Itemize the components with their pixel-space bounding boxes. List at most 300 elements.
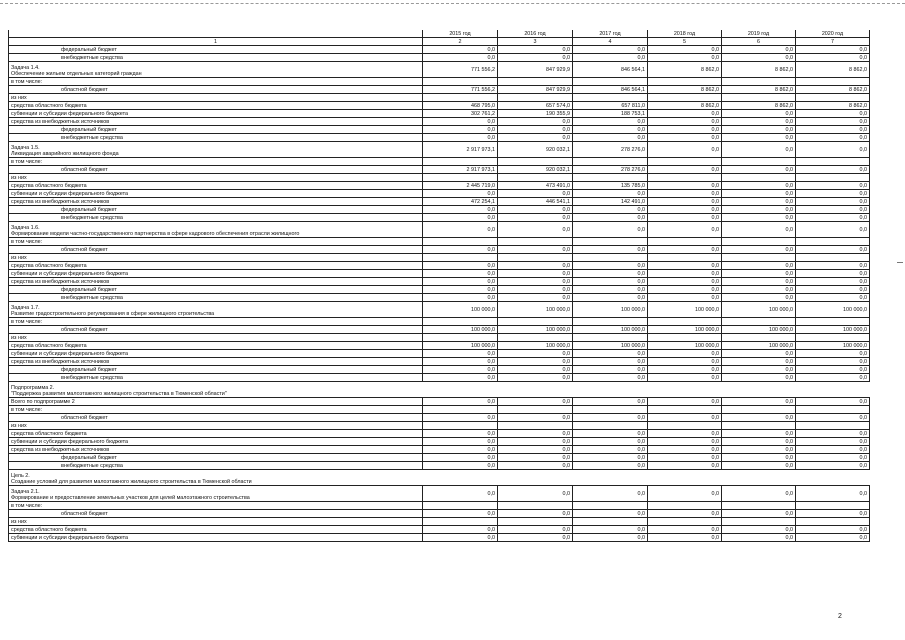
- row-label-text: внебюджетные средства: [61, 375, 123, 381]
- row-label: [9, 126, 423, 134]
- value-cell: 100 000,0: [498, 342, 573, 350]
- row-label-subtext: Развитие градостроительного регулирования в сфере жилищного строительства: [11, 311, 215, 317]
- value-cell: 0,0: [648, 214, 722, 222]
- value-cell: 8 862,0: [648, 86, 722, 94]
- value-cell: 100 000,0: [722, 342, 796, 350]
- value-cell: [498, 174, 573, 182]
- value-cell: 0,0: [648, 486, 722, 502]
- value-cell: 0,0: [498, 246, 573, 254]
- value-cell: 0,0: [722, 462, 796, 470]
- table-row: [9, 366, 870, 374]
- value-cell: [796, 318, 870, 326]
- value-cell: 0,0: [648, 46, 722, 54]
- value-cell: 0,0: [796, 278, 870, 286]
- value-cell: 0,0: [722, 166, 796, 174]
- value-cell: [722, 318, 796, 326]
- value-cell: 0,0: [722, 182, 796, 190]
- table-row: [9, 398, 870, 406]
- value-cell: 0,0: [573, 438, 648, 446]
- row-label-text: областной бюджет: [61, 87, 108, 93]
- row-label: [9, 470, 870, 486]
- value-cell: [573, 518, 648, 526]
- value-cell: 657 811,0: [573, 102, 648, 110]
- row-label: [9, 86, 423, 94]
- value-cell: 0,0: [796, 54, 870, 62]
- value-cell: 0,0: [648, 526, 722, 534]
- row-label-text: внебюджетные средства: [61, 463, 123, 469]
- value-cell: [722, 158, 796, 166]
- row-label-text: Задача 2.1.: [11, 489, 40, 495]
- row-label: [9, 534, 423, 542]
- value-cell: 100 000,0: [573, 326, 648, 334]
- value-cell: 920 032,1: [498, 166, 573, 174]
- value-cell: 100 000,0: [573, 342, 648, 350]
- row-label: [9, 278, 423, 286]
- value-cell: 0,0: [423, 486, 498, 502]
- value-cell: 0,0: [423, 126, 498, 134]
- value-cell: 2 445 719,0: [423, 182, 498, 190]
- value-cell: [648, 518, 722, 526]
- value-cell: 0,0: [648, 126, 722, 134]
- value-cell: 0,0: [722, 126, 796, 134]
- table-row: [9, 142, 870, 158]
- value-cell: 0,0: [573, 206, 648, 214]
- value-cell: 846 564,1: [573, 62, 648, 78]
- value-cell: 0,0: [648, 286, 722, 294]
- row-label: [9, 366, 423, 374]
- table-row: [9, 454, 870, 462]
- value-cell: 0,0: [796, 46, 870, 54]
- value-cell: 0,0: [648, 190, 722, 198]
- value-cell: [423, 318, 498, 326]
- value-cell: 0,0: [498, 534, 573, 542]
- header-years-row: [9, 30, 870, 38]
- table-row: [9, 262, 870, 270]
- value-cell: 0,0: [648, 246, 722, 254]
- value-cell: 0,0: [648, 430, 722, 438]
- value-cell: [722, 94, 796, 102]
- value-cell: 100 000,0: [423, 342, 498, 350]
- margin-mark: [897, 262, 903, 263]
- col-number: 1: [9, 38, 423, 46]
- value-cell: [648, 254, 722, 262]
- value-cell: 0,0: [648, 358, 722, 366]
- value-cell: 0,0: [498, 206, 573, 214]
- value-cell: 0,0: [796, 206, 870, 214]
- row-label: [9, 446, 423, 454]
- value-cell: [573, 238, 648, 246]
- table-row: [9, 326, 870, 334]
- value-cell: 0,0: [573, 126, 648, 134]
- value-cell: [498, 94, 573, 102]
- table-row: [9, 126, 870, 134]
- value-cell: [573, 422, 648, 430]
- value-cell: 2 917 973,1: [423, 166, 498, 174]
- row-label: [9, 342, 423, 350]
- value-cell: 0,0: [722, 510, 796, 518]
- value-cell: [648, 422, 722, 430]
- row-label: [9, 462, 423, 470]
- row-label: [9, 62, 423, 78]
- value-cell: 472 254,1: [423, 198, 498, 206]
- row-label-text: внебюджетные средства: [61, 135, 123, 141]
- header-colnum-row: [9, 38, 870, 46]
- table-row: [9, 46, 870, 54]
- value-cell: [796, 238, 870, 246]
- value-cell: 8 862,0: [722, 102, 796, 110]
- value-cell: 0,0: [498, 190, 573, 198]
- value-cell: 0,0: [498, 510, 573, 518]
- value-cell: 0,0: [498, 414, 573, 422]
- value-cell: 0,0: [648, 206, 722, 214]
- row-label: [9, 294, 423, 302]
- row-label: [9, 222, 423, 238]
- row-label: [9, 374, 423, 382]
- value-cell: 847 929,9: [498, 86, 573, 94]
- value-cell: 0,0: [423, 278, 498, 286]
- budget-table-sheet: [8, 30, 869, 542]
- value-cell: 100 000,0: [648, 342, 722, 350]
- value-cell: 0,0: [796, 134, 870, 142]
- value-cell: [796, 254, 870, 262]
- col-number: 3: [498, 38, 573, 46]
- value-cell: 0,0: [722, 374, 796, 382]
- value-cell: 0,0: [573, 398, 648, 406]
- table-row: [9, 518, 870, 526]
- value-cell: 0,0: [648, 366, 722, 374]
- scan-edge-line: [0, 3, 905, 4]
- value-cell: [796, 406, 870, 414]
- value-cell: 100 000,0: [573, 302, 648, 318]
- value-cell: 0,0: [573, 462, 648, 470]
- value-cell: 0,0: [796, 142, 870, 158]
- row-label: [9, 182, 423, 190]
- value-cell: 0,0: [722, 214, 796, 222]
- table-row: [9, 486, 870, 502]
- value-cell: [648, 78, 722, 86]
- value-cell: 0,0: [498, 438, 573, 446]
- row-label-text: федеральный бюджет: [61, 367, 117, 373]
- value-cell: [423, 422, 498, 430]
- row-label-subtext: Создание условий для развития малоэтажного жилищного строительства в Тюменской области: [11, 479, 252, 485]
- value-cell: [796, 334, 870, 342]
- value-cell: [648, 318, 722, 326]
- value-cell: 0,0: [573, 510, 648, 518]
- value-cell: 0,0: [722, 46, 796, 54]
- value-cell: [573, 502, 648, 510]
- value-cell: 0,0: [498, 278, 573, 286]
- row-label: [9, 326, 423, 334]
- value-cell: 100 000,0: [423, 302, 498, 318]
- table-row: [9, 430, 870, 438]
- year-header: 2017 год: [573, 30, 648, 38]
- page-number: 2: [838, 613, 842, 620]
- value-cell: 0,0: [796, 126, 870, 134]
- value-cell: [722, 518, 796, 526]
- row-label: [9, 422, 423, 430]
- col-number: 7: [796, 38, 870, 46]
- value-cell: 0,0: [648, 110, 722, 118]
- value-cell: 0,0: [573, 414, 648, 422]
- value-cell: 0,0: [796, 438, 870, 446]
- value-cell: [573, 174, 648, 182]
- value-cell: 0,0: [796, 462, 870, 470]
- value-cell: 0,0: [648, 262, 722, 270]
- row-label: [9, 414, 423, 422]
- row-label-text: областной бюджет: [61, 327, 108, 333]
- row-label-text: в том числе:: [11, 239, 43, 245]
- value-cell: [722, 174, 796, 182]
- value-cell: [722, 334, 796, 342]
- table-row: [9, 510, 870, 518]
- value-cell: 302 761,2: [423, 110, 498, 118]
- value-cell: [648, 406, 722, 414]
- row-label-text: средства областного бюджета: [11, 103, 87, 109]
- value-cell: [796, 422, 870, 430]
- row-label: [9, 270, 423, 278]
- value-cell: 0,0: [423, 510, 498, 518]
- table-row: [9, 270, 870, 278]
- value-cell: 0,0: [423, 262, 498, 270]
- row-label-text: федеральный бюджет: [61, 207, 117, 213]
- value-cell: 0,0: [573, 446, 648, 454]
- row-label: [9, 438, 423, 446]
- value-cell: 0,0: [648, 270, 722, 278]
- value-cell: 0,0: [573, 374, 648, 382]
- value-cell: [423, 502, 498, 510]
- value-cell: [648, 174, 722, 182]
- row-label-subtext: Ликвидация аварийного жилищного фонда: [11, 151, 119, 157]
- row-label-text: федеральный бюджет: [61, 287, 117, 293]
- value-cell: 0,0: [796, 486, 870, 502]
- value-cell: [648, 502, 722, 510]
- value-cell: 0,0: [648, 118, 722, 126]
- row-label-text: средства областного бюджета: [11, 431, 87, 437]
- value-cell: 0,0: [796, 350, 870, 358]
- table-row: [9, 422, 870, 430]
- value-cell: 0,0: [722, 222, 796, 238]
- value-cell: 0,0: [796, 510, 870, 518]
- value-cell: 100 000,0: [498, 302, 573, 318]
- row-label: [9, 518, 423, 526]
- row-label-text: областной бюджет: [61, 167, 108, 173]
- row-label-text: федеральный бюджет: [61, 47, 117, 53]
- value-cell: 0,0: [648, 350, 722, 358]
- value-cell: 0,0: [498, 446, 573, 454]
- table-row: [9, 54, 870, 62]
- value-cell: 0,0: [423, 350, 498, 358]
- table-row: [9, 110, 870, 118]
- value-cell: [722, 254, 796, 262]
- value-cell: 0,0: [423, 430, 498, 438]
- row-label: [9, 134, 423, 142]
- value-cell: 0,0: [722, 142, 796, 158]
- row-label-text: внебюджетные средства: [61, 295, 123, 301]
- row-label-text: средства областного бюджета: [11, 527, 87, 533]
- value-cell: 0,0: [796, 270, 870, 278]
- value-cell: 0,0: [423, 414, 498, 422]
- value-cell: [498, 406, 573, 414]
- value-cell: 0,0: [722, 118, 796, 126]
- value-cell: 0,0: [722, 398, 796, 406]
- value-cell: [796, 518, 870, 526]
- value-cell: 0,0: [423, 454, 498, 462]
- table-row: [9, 406, 870, 414]
- value-cell: 473 491,0: [498, 182, 573, 190]
- row-label-text: средства из внебюджетных источников: [11, 359, 110, 365]
- value-cell: [498, 158, 573, 166]
- table-row: [9, 526, 870, 534]
- value-cell: 0,0: [722, 526, 796, 534]
- value-cell: 0,0: [498, 262, 573, 270]
- value-cell: 0,0: [648, 166, 722, 174]
- value-cell: 0,0: [796, 198, 870, 206]
- value-cell: 0,0: [648, 182, 722, 190]
- value-cell: 0,0: [796, 398, 870, 406]
- row-label: [9, 454, 423, 462]
- row-label: [9, 118, 423, 126]
- value-cell: 0,0: [498, 430, 573, 438]
- value-cell: 0,0: [648, 294, 722, 302]
- row-label: [9, 302, 423, 318]
- table-row: [9, 86, 870, 94]
- value-cell: 0,0: [648, 142, 722, 158]
- table-row: [9, 118, 870, 126]
- value-cell: [648, 238, 722, 246]
- value-cell: 0,0: [796, 446, 870, 454]
- value-cell: 0,0: [796, 366, 870, 374]
- table-body: [9, 30, 870, 542]
- value-cell: 0,0: [722, 358, 796, 366]
- value-cell: 0,0: [722, 262, 796, 270]
- value-cell: [498, 518, 573, 526]
- row-label: [9, 238, 423, 246]
- value-cell: 0,0: [423, 358, 498, 366]
- row-label-text: средства областного бюджета: [11, 343, 87, 349]
- value-cell: 100 000,0: [722, 302, 796, 318]
- value-cell: 0,0: [722, 110, 796, 118]
- value-cell: [498, 254, 573, 262]
- row-label: [9, 206, 423, 214]
- value-cell: [722, 502, 796, 510]
- value-cell: 0,0: [573, 430, 648, 438]
- row-label-text: в том числе:: [11, 503, 43, 509]
- table-row: [9, 78, 870, 86]
- table-row: [9, 294, 870, 302]
- value-cell: 0,0: [648, 510, 722, 518]
- value-cell: 0,0: [796, 358, 870, 366]
- row-label-text: Задача 1.6.: [11, 225, 40, 231]
- row-label-text: федеральный бюджет: [61, 455, 117, 461]
- value-cell: [648, 158, 722, 166]
- value-cell: 657 574,0: [498, 102, 573, 110]
- value-cell: 0,0: [722, 454, 796, 462]
- value-cell: 0,0: [722, 54, 796, 62]
- value-cell: 278 276,0: [573, 166, 648, 174]
- value-cell: 0,0: [648, 54, 722, 62]
- value-cell: 0,0: [722, 134, 796, 142]
- table-row: [9, 342, 870, 350]
- value-cell: 0,0: [722, 206, 796, 214]
- row-label: [9, 430, 423, 438]
- row-label: [9, 158, 423, 166]
- value-cell: 0,0: [423, 294, 498, 302]
- year-header: 2020 год: [796, 30, 870, 38]
- value-cell: [423, 94, 498, 102]
- value-cell: [423, 238, 498, 246]
- value-cell: 0,0: [423, 206, 498, 214]
- value-cell: 0,0: [796, 118, 870, 126]
- row-label-text: в том числе:: [11, 159, 43, 165]
- value-cell: 0,0: [796, 166, 870, 174]
- row-label-text: Задача 1.7.: [11, 305, 40, 311]
- value-cell: 0,0: [796, 374, 870, 382]
- row-label-text: областной бюджет: [61, 511, 108, 517]
- row-label-text: из них: [11, 335, 27, 341]
- row-label: [9, 198, 423, 206]
- table-row: [9, 358, 870, 366]
- value-cell: 0,0: [722, 278, 796, 286]
- row-label: [9, 174, 423, 182]
- value-cell: [796, 502, 870, 510]
- table-row: [9, 438, 870, 446]
- col-number: 2: [423, 38, 498, 46]
- value-cell: 8 862,0: [722, 62, 796, 78]
- row-label-text: средства из внебюджетных источников: [11, 279, 110, 285]
- year-header: 2018 год: [648, 30, 722, 38]
- value-cell: 0,0: [573, 534, 648, 542]
- value-cell: 0,0: [498, 294, 573, 302]
- value-cell: 0,0: [573, 190, 648, 198]
- value-cell: 100 000,0: [796, 326, 870, 334]
- table-row: [9, 334, 870, 342]
- value-cell: 0,0: [423, 222, 498, 238]
- row-label: [9, 358, 423, 366]
- value-cell: 0,0: [722, 270, 796, 278]
- row-label-text: из них: [11, 175, 27, 181]
- value-cell: 0,0: [796, 430, 870, 438]
- value-cell: [423, 518, 498, 526]
- table-row: [9, 182, 870, 190]
- value-cell: 0,0: [573, 486, 648, 502]
- row-label: [9, 246, 423, 254]
- value-cell: 0,0: [796, 526, 870, 534]
- value-cell: 0,0: [796, 454, 870, 462]
- value-cell: 0,0: [796, 286, 870, 294]
- value-cell: 8 862,0: [796, 62, 870, 78]
- value-cell: 0,0: [423, 534, 498, 542]
- value-cell: 0,0: [648, 446, 722, 454]
- row-label-text: субвенции и субсидии федерального бюджета: [11, 271, 128, 277]
- row-label-text: Всего по подпрограмме 2: [11, 399, 75, 405]
- value-cell: 0,0: [498, 398, 573, 406]
- value-cell: 0,0: [796, 246, 870, 254]
- value-cell: 0,0: [722, 294, 796, 302]
- value-cell: [573, 94, 648, 102]
- row-label: [9, 54, 423, 62]
- row-label: [9, 502, 423, 510]
- row-label-text: в том числе:: [11, 79, 43, 85]
- row-label-text: средства из внебюджетных источников: [11, 119, 110, 125]
- value-cell: 8 862,0: [796, 102, 870, 110]
- value-cell: [796, 174, 870, 182]
- value-cell: 2 917 973,1: [423, 142, 498, 158]
- value-cell: 100 000,0: [796, 302, 870, 318]
- value-cell: 0,0: [498, 454, 573, 462]
- value-cell: 0,0: [573, 294, 648, 302]
- value-cell: 468 795,0: [423, 102, 498, 110]
- value-cell: 0,0: [648, 374, 722, 382]
